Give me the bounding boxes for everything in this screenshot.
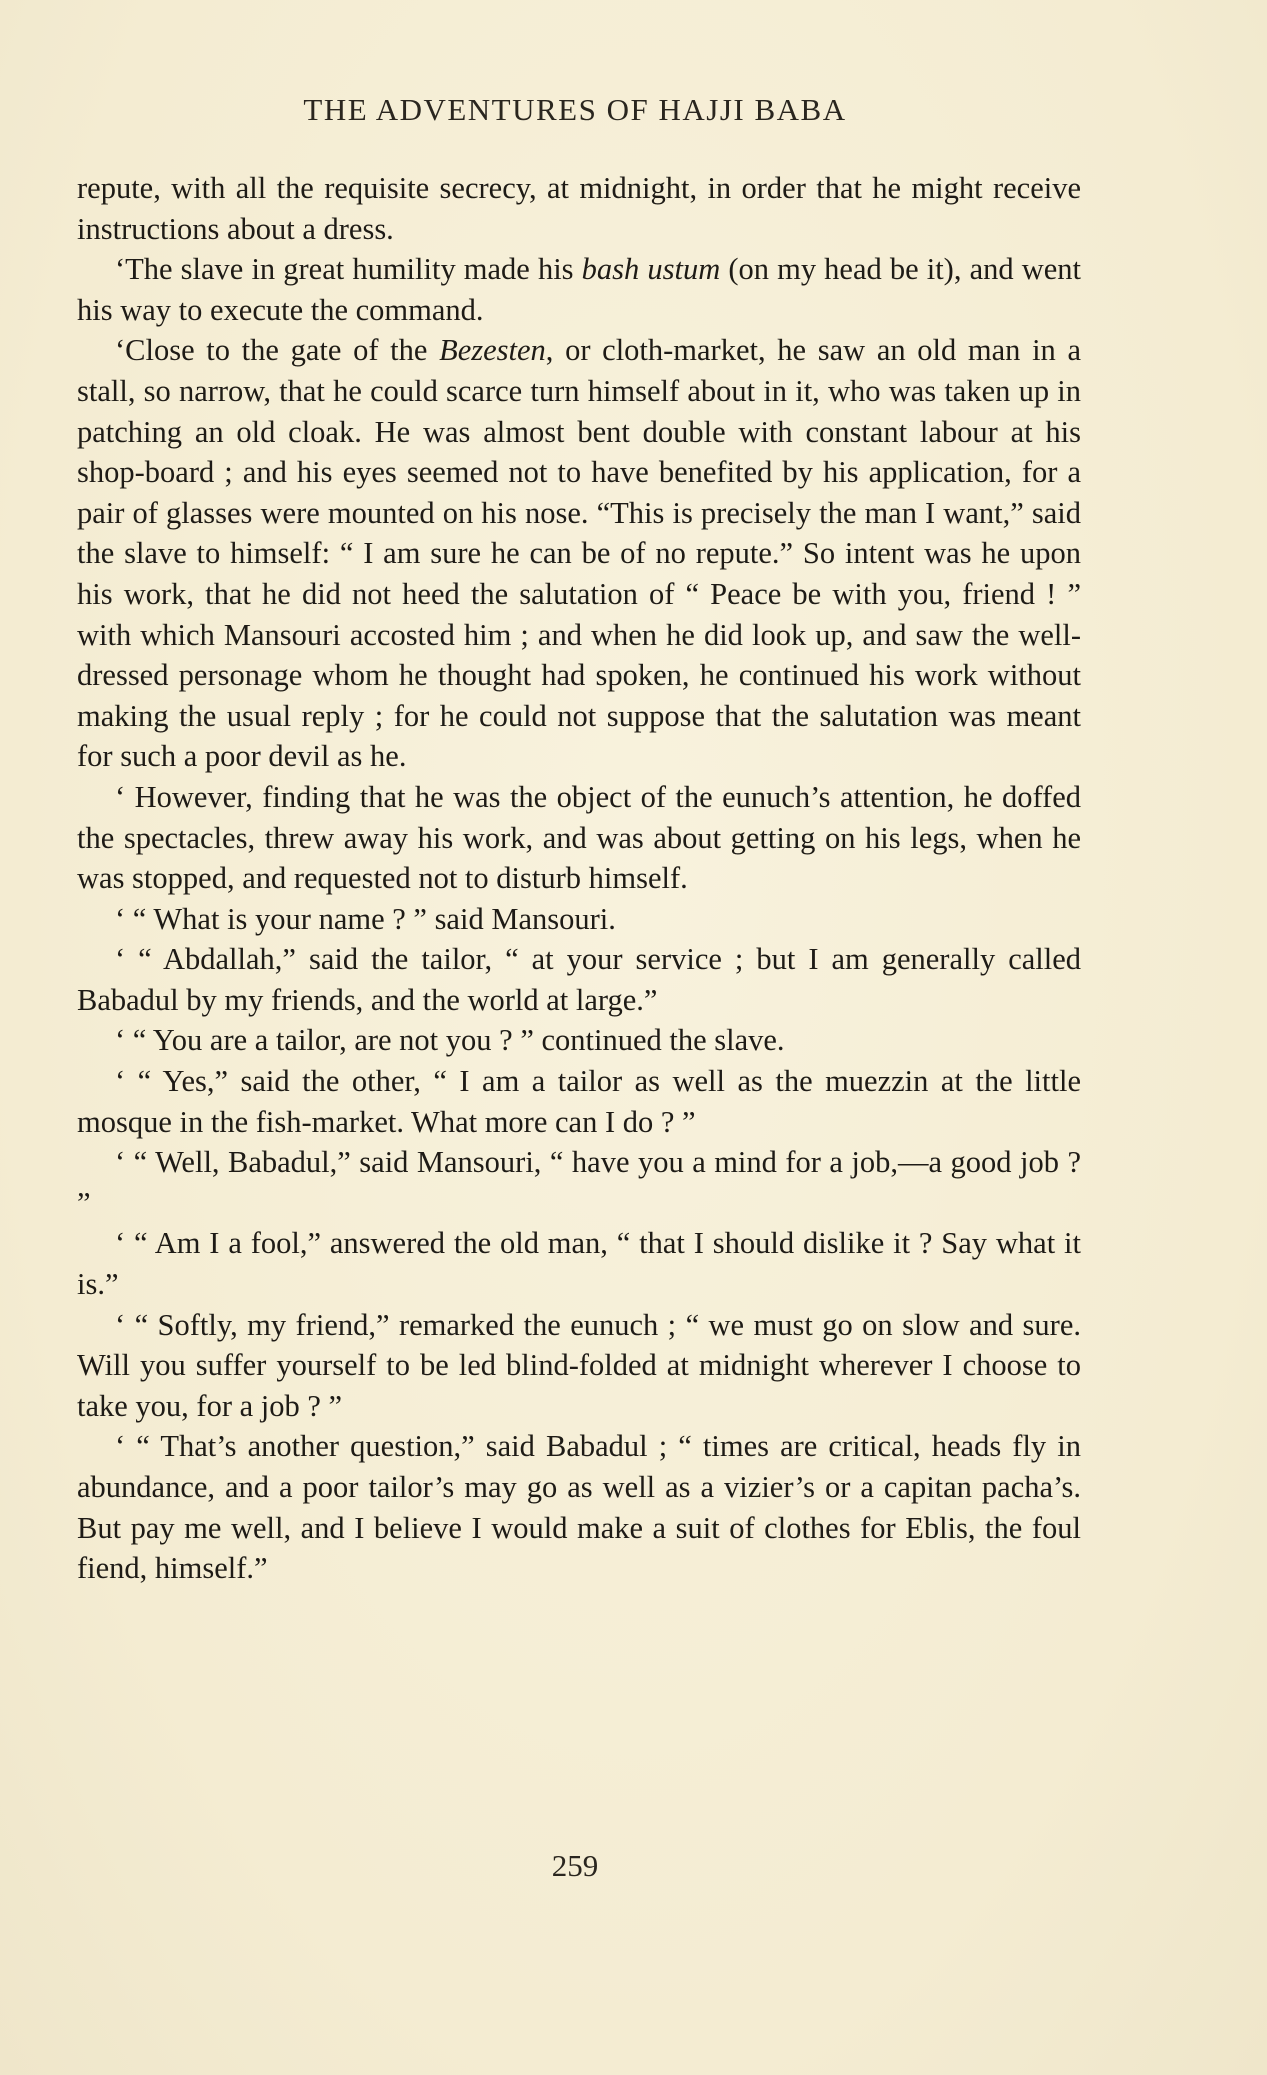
paragraph-6: ‘ “ Abdallah,” said the tailor, “ at your service ; but I am generally called Babadul by my friends, and the world at large.” [77, 942, 1081, 1017]
paragraph-4: ‘ However, finding that he was the object of the eunuch’s attention, he doffed the spectacles, threw away his work, and was about getting on his legs, when he was stopped, and requested not to disturb himself. [77, 779, 1081, 896]
paragraph-1: repute, with all the requisite secrecy, at midnight, in order that he might receive instructions about a dress. [77, 171, 1081, 246]
page-number: 259 [551, 1848, 599, 1883]
paragraph-9: ‘ “ Well, Babadul,” said Mansouri, “ have you a mind for a job,—a good job ? ” [77, 1145, 1081, 1220]
paragraph-2: ‘The slave in great humility made his bash ustum (on my head be it), and went his way to execute the command. [77, 252, 1081, 327]
paragraph-8: ‘ “ Yes,” said the other, “ I am a tailor as well as the muezzin at the little mosque in the fish-market. What more can I do ? ” [77, 1064, 1081, 1139]
running-head: THE ADVENTURES OF HAJJI BABA [303, 92, 847, 127]
italic-term-bash-ustum: bash ustum [581, 252, 721, 287]
paragraph-5: ‘ “ What is your name ? ” said Mansouri. [115, 901, 616, 936]
italic-term-bezesten: Bezesten [439, 333, 546, 368]
paragraph-7: ‘ “ You are a tailor, are not you ? ” continued the slave. [115, 1023, 785, 1058]
paragraph-3: ‘Close to the gate of the Bezesten, or cloth-market, he saw an old man in a stall, so narrow, that he could scarce turn himself about in it, who was taken up in patching an old cloak. He was almost bent double with constant labour at his shop-board ; and his eyes seemed not to have benefited by his application, for a pair of glasses were mounted on his nose. “This is precisely the man I want,” said the slave to himself: “ I am sure he can be of no repute.” So intent was he upon his work, that he did not heed the salutation of “ Peace be with you, friend ! ” with which Mansouri accosted him ; and when he did look up, and saw the well-dressed personage whom he thought had spoken, he continued his work without making the usual reply ; for he could not suppose that the salutation was meant for such a poor devil as he. [77, 333, 1082, 774]
body-text [77, 168, 1081, 1589]
paragraph-10: ‘ “ Am I a fool,” answered the old man, “ that I should dislike it ? Say what it is.” [77, 1226, 1081, 1302]
paragraph-12: ‘ “ That’s another question,” said Babadul ; “ times are critical, heads fly in abundance, and a poor tailor’s may go as well as a vizier’s or a capitan pacha’s. But pay me well, and I believe I would make a suit of clothes for Eblis, the foul fiend, himself.” [77, 1429, 1081, 1586]
paragraph-11: ‘ “ Softly, my friend,” remarked the eunuch ; “ we must go on slow and sure. Will you suffer yourself to be led blind-folded at midnight wherever I choose to take you, for a job ? ” [77, 1307, 1081, 1423]
